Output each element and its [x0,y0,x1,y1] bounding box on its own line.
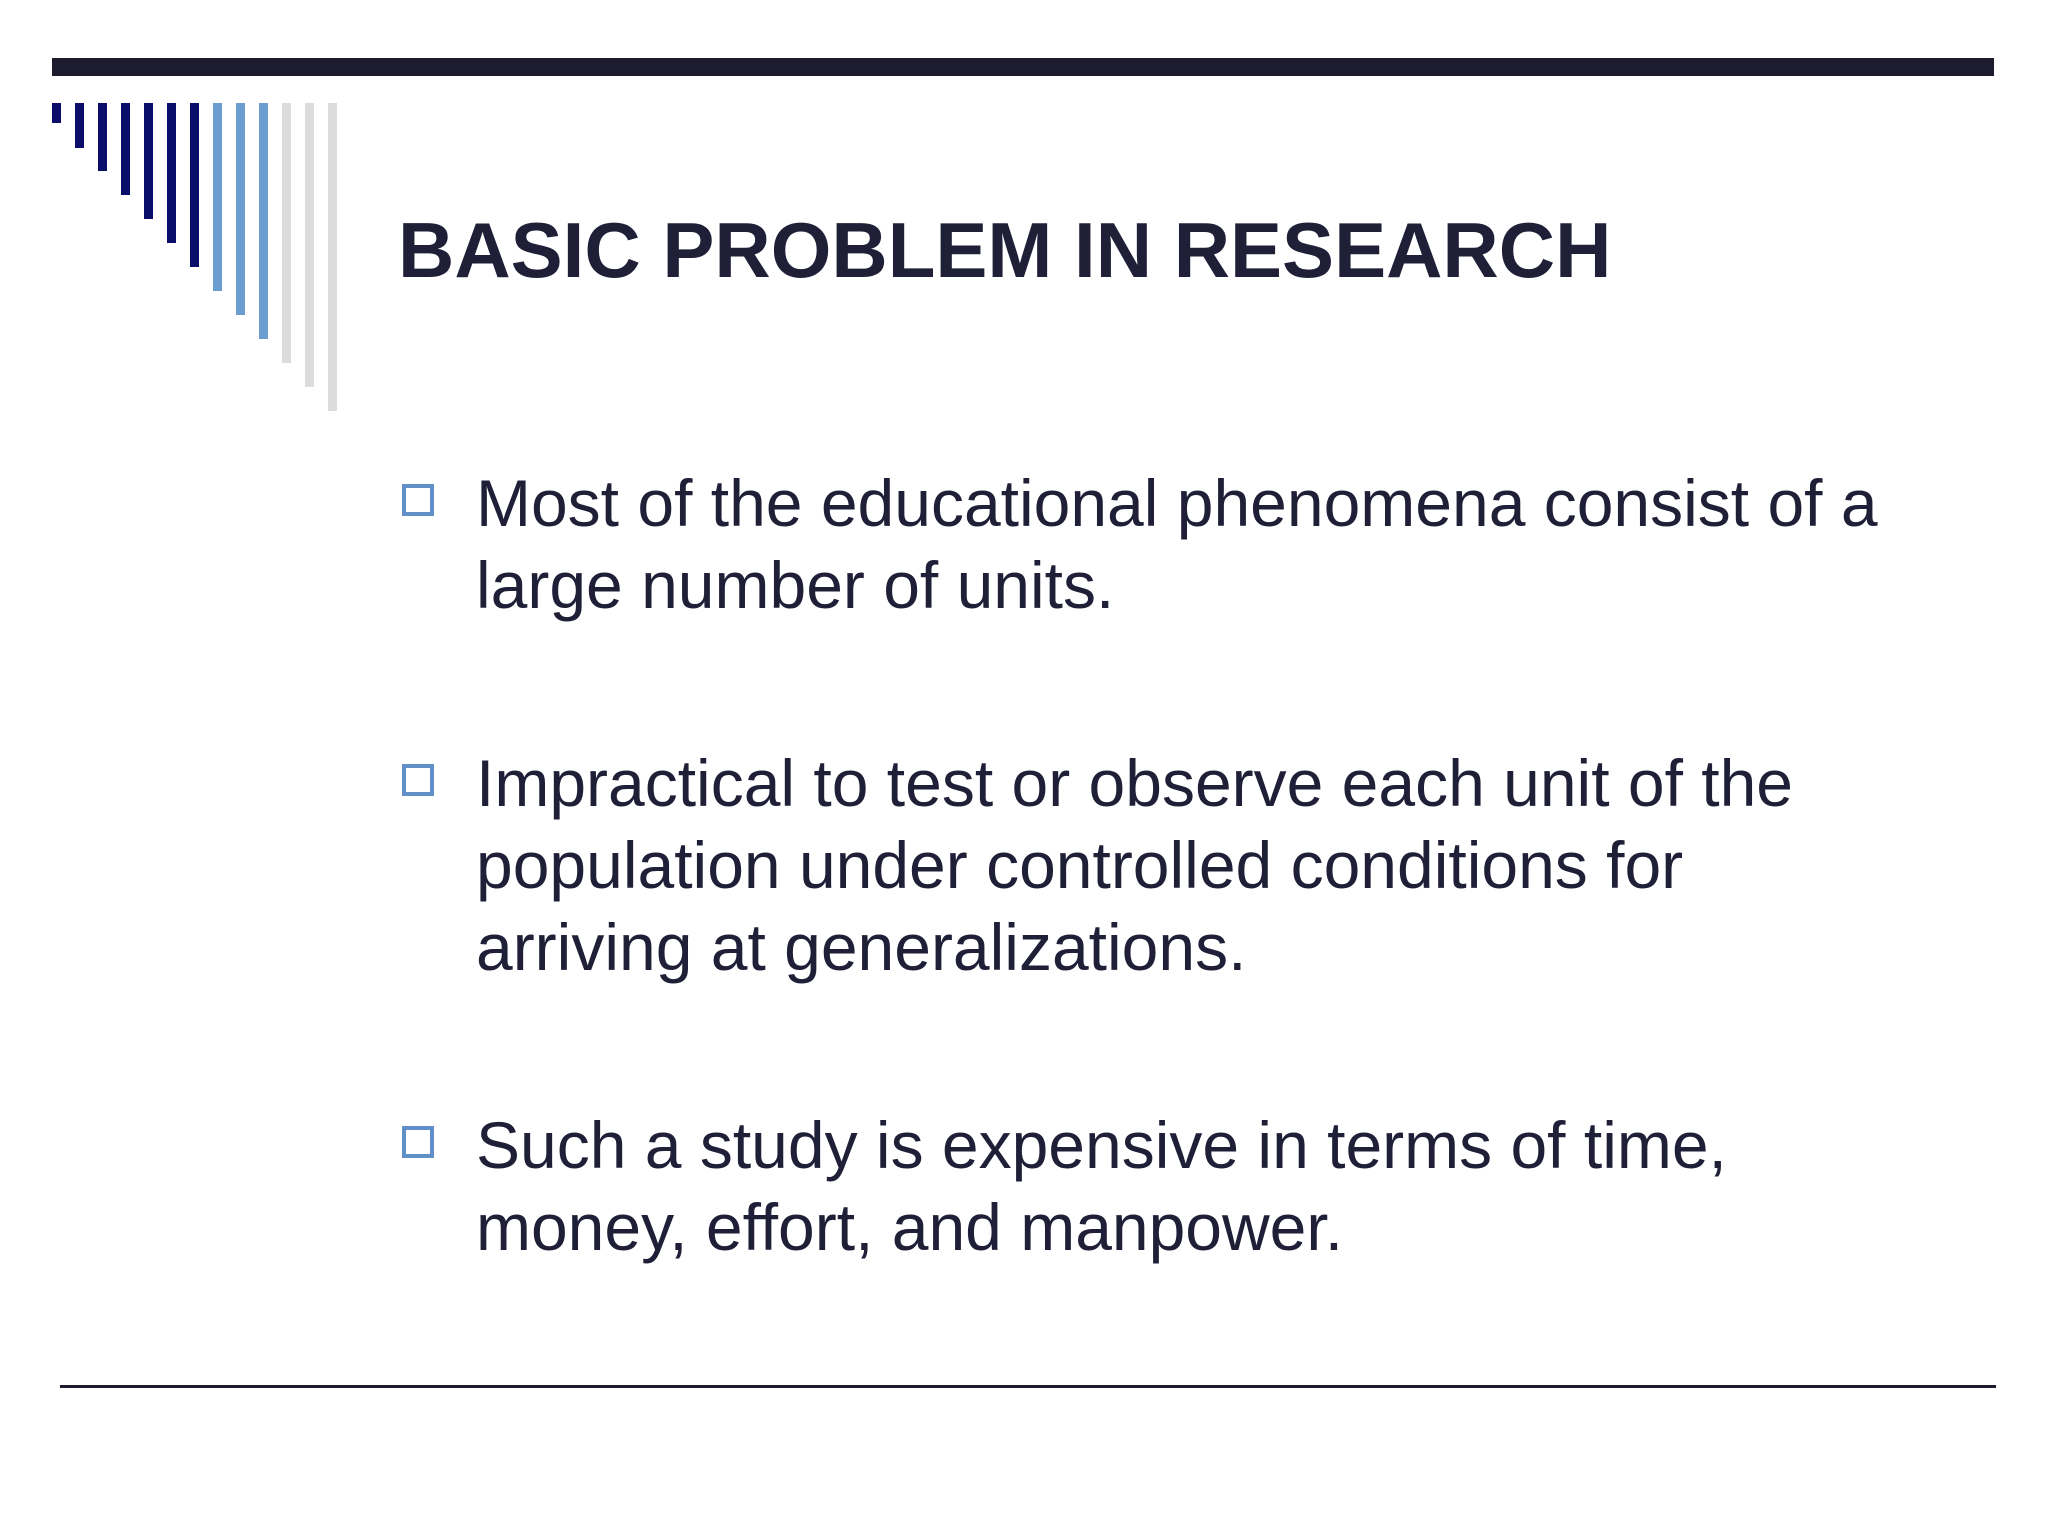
stripe [75,103,84,148]
stripe [98,103,107,171]
stripe [213,103,222,291]
hollow-square-icon [402,764,434,796]
bullet-line: large number of units. [476,548,1115,622]
bullet-text [476,1104,1976,1268]
hollow-square-icon [402,484,434,516]
top-rule [52,58,1994,76]
bottom-rule [60,1385,1996,1388]
stripe [236,103,245,315]
hollow-square-icon [402,1126,434,1158]
bullet-line: population under controlled conditions for [476,828,1684,902]
stripe [167,103,176,243]
stripe [144,103,153,219]
stripe [52,103,61,123]
stripe [282,103,291,363]
bullet-text [476,742,1976,988]
stripe [305,103,314,387]
stripe [328,103,337,411]
stripe [121,103,130,195]
bullet-line: Such a study is expensive in terms of time, [476,1108,1727,1182]
bullet-text [476,462,1976,626]
stripe [190,103,199,267]
bullet-line: Impractical to test or observe each unit of the [476,746,1794,820]
slide-title: BASIC PROBLEM IN RESEARCH [398,206,1612,294]
decorative-stripes [52,103,342,423]
stripe [259,103,268,339]
bullet-line: money, effort, and manpower. [476,1190,1344,1264]
bullet-line: Most of the educational phenomena consist of a [476,466,1878,540]
bullet-line: arriving at generalizations. [476,910,1247,984]
